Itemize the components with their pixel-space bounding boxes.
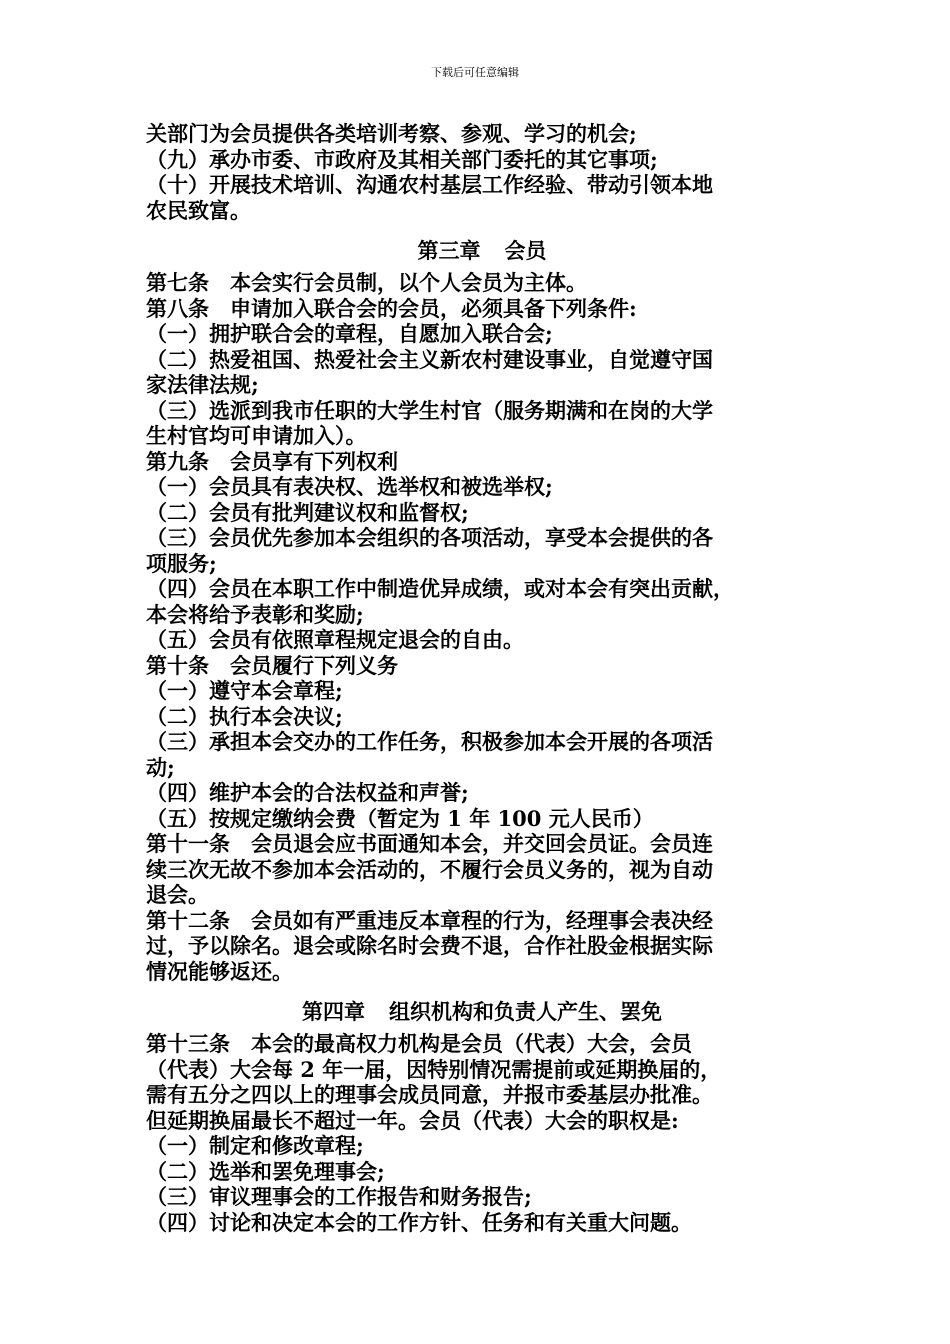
section-b [146, 270, 818, 984]
chapter-3-heading [146, 237, 818, 264]
paragraph-line: （九）承办市委、市政府及其相关部门委托的其它事项; [146, 146, 658, 172]
section-c [146, 1031, 818, 1235]
paragraph-line: 第九条 会员享有下列权利 [146, 448, 398, 474]
paragraph-line: 需有五分之四以上的理事会成员同意，并报市委基层办批准。 [146, 1082, 713, 1107]
chapter-title: 组织机构和负责人产生、罢免 [389, 999, 662, 1024]
paragraph-line: 第十一条 会员退会应书面通知本会，并交回会员证。会员连 [146, 831, 713, 856]
paragraph-line: 续三次无故不参加本会活动的，不履行会员义务的，视为自动 [146, 856, 713, 882]
paragraph-line: （二）热爱祖国、热爱社会主义新农村建设事业，自觉遵守国 [146, 346, 713, 372]
paragraph-line: （三）选派到我市任职的大学生村官（服务期满和在岗的大学 [146, 397, 713, 423]
paragraph-line: 第八条 申请加入联合会的会员，必须具备下列条件: [146, 295, 637, 321]
paragraph-line: 本会将给予表彰和奖励; [146, 601, 364, 627]
chapter-number: 第三章 [417, 238, 481, 263]
paragraph-line: 生村官均可申请加入）。 [146, 423, 367, 448]
paragraph-line: 项服务; [146, 550, 217, 576]
paragraph-line: （五）按规定缴纳会费（暂定为 1 年 100 元人民币） [146, 805, 654, 831]
paragraph-line: 过，予以除名。退会或除名时会费不退，合作社股金根据实际 [146, 933, 713, 958]
document-body [146, 121, 818, 1235]
paragraph-line: 但延期换届最长不超过一年。会员（代表）大会的职权是: [146, 1107, 679, 1133]
paragraph-line: 第十条 会员履行下列义务 [146, 652, 398, 678]
paragraph-line: 第十二条 会员如有严重违反本章程的行为，经理事会表决经 [146, 907, 713, 933]
paragraph-line: （五）会员有依照章程规定退会的自由。 [146, 627, 524, 652]
page-header: 下载后可任意编辑 [431, 66, 519, 79]
paragraph-line: （三）会员优先参加本会组织的各项活动，享受本会提供的各 [146, 525, 713, 550]
paragraph-line: 第十三条 本会的最高权力机构是会员（代表）大会，会员 [146, 1031, 692, 1056]
paragraph-line: （十）开展技术培训、沟通农村基层工作经验、带动引领本地 [146, 172, 713, 197]
paragraph-line: （三）审议理事会的工作报告和财务报告; [146, 1184, 532, 1209]
paragraph-line: 家法律法规; [146, 372, 259, 397]
paragraph-line: （三）承担本会交办的工作任务，积极参加本会开展的各项活 [146, 729, 713, 754]
paragraph-line: （二）会员有批判建议权和监督权; [146, 499, 469, 525]
paragraph-line: （一）会员具有表决权、选举权和被选举权; [146, 474, 553, 499]
paragraph-line: （二）选举和罢免理事会; [146, 1158, 385, 1184]
paragraph-line: 情况能够返还。 [146, 958, 293, 984]
paragraph-line: （四）维护本会的合法权益和声誉; [146, 780, 469, 805]
paragraph-line: 关部门为会员提供各类培训考察、参观、学习的机会; [146, 121, 637, 146]
paragraph-line: （四）会员在本职工作中制造优异成绩，或对本会有突出贡献， [146, 576, 734, 601]
paragraph-line: 动; [146, 754, 175, 780]
paragraph-line: （一）制定和修改章程; [146, 1133, 364, 1158]
paragraph-line: （代表）大会每 2 年一届，因特别情况需提前或延期换届的， [146, 1056, 722, 1082]
paragraph-line: 退会。 [146, 882, 209, 907]
paragraph-line: （二）执行本会决议; [146, 703, 343, 729]
chapter-number: 第四章 [302, 999, 365, 1024]
section-a [146, 121, 818, 223]
chapter-title: 会员 [504, 238, 547, 263]
chapter-4-heading [146, 998, 818, 1025]
paragraph-line: 第七条 本会实行会员制，以个人会员为主体。 [146, 270, 587, 295]
paragraph-line: （一）遵守本会章程; [146, 678, 343, 703]
paragraph-line: 农民致富。 [146, 197, 251, 223]
paragraph-line: （四）讨论和决定本会的工作方针、任务和有关重大问题。 [146, 1209, 692, 1235]
paragraph-line: （一）拥护联合会的章程，自愿加入联合会; [146, 321, 553, 346]
